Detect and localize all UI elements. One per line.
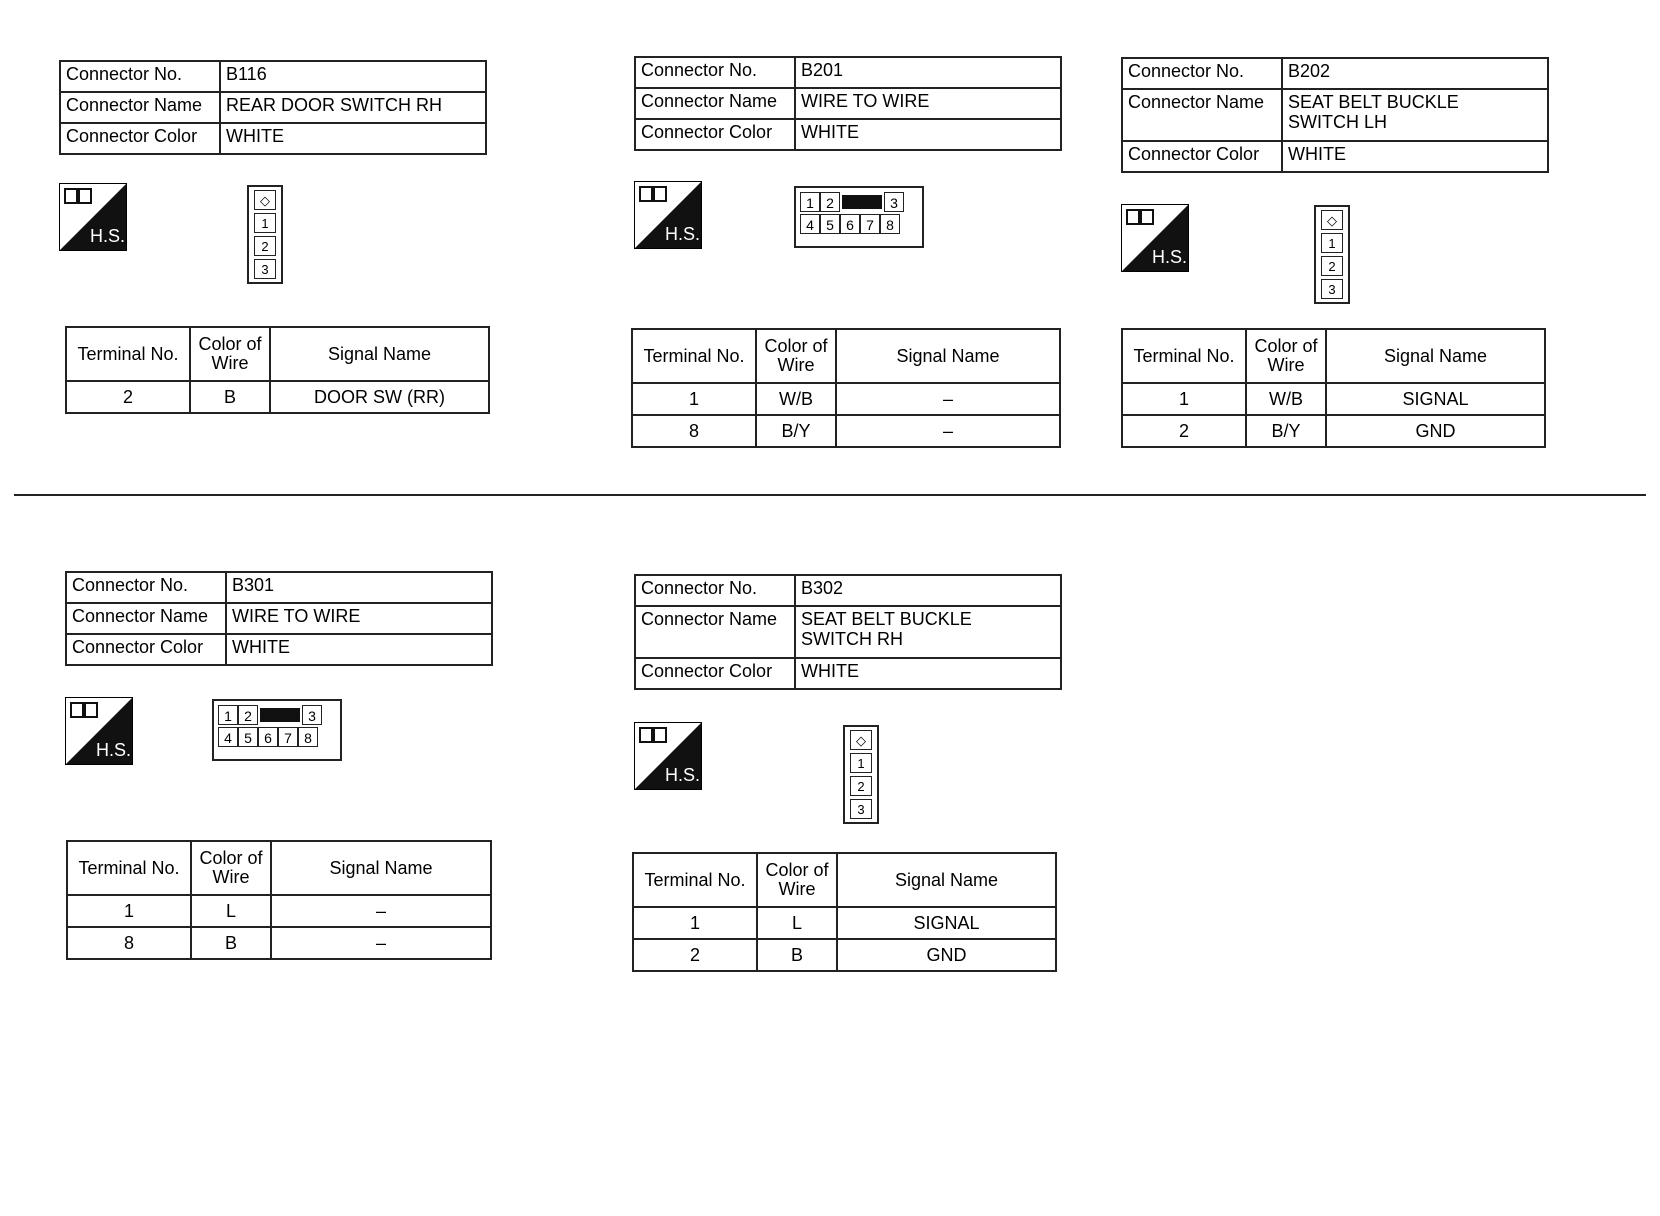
pin-8: 8 [298,727,318,747]
connector-no-label: Connector No. [1122,58,1282,89]
connector-b202 [1121,57,1549,173]
connector-info-table [634,56,1062,151]
hs-label: H.S. [665,224,701,244]
harness-side-icon [59,183,127,251]
wire-cell: L [757,907,837,939]
hs-label: H.S. [90,226,126,246]
signal-name-header: Signal Name [271,841,491,895]
connector-color-value: WHITE [226,634,492,665]
key-block [842,195,882,209]
connector-name-value: SEAT BELT BUCKLE SWITCH LH [1282,89,1548,141]
signal-cell: – [271,895,491,927]
connector-color-label: Connector Color [635,658,795,689]
wire-cell: W/B [756,383,836,415]
terminal-cell: 8 [632,415,756,447]
table-row [67,895,491,927]
wire-cell: B [757,939,837,971]
connector-name-label: Connector Name [635,88,795,119]
harness-side-icon [65,697,133,765]
key-icon: ◇ [1321,210,1343,230]
pin-1: 1 [800,192,820,212]
pin-7: 7 [860,214,880,234]
wire-cell: L [191,895,271,927]
signal-name-header: Signal Name [1326,329,1545,383]
connector-no-value: B202 [1282,58,1548,89]
connector-color-value: WHITE [220,123,486,154]
wire-cell: B/Y [1246,415,1326,447]
pin-6: 6 [840,214,860,234]
connector-no-value: B301 [226,572,492,603]
signal-cell: – [836,415,1060,447]
table-row [67,927,491,959]
connector-face-b302 [843,725,879,824]
terminal-cell: 2 [633,939,757,971]
key-icon: ◇ [850,730,872,750]
wire-cell: B [191,927,271,959]
connector-color-label: Connector Color [1122,141,1282,172]
connector-info-table [1121,57,1549,173]
terminal-cell: 8 [67,927,191,959]
pin-2: 2 [850,776,872,796]
connector-name-value: SEAT BELT BUCKLE SWITCH RH [795,606,1061,658]
wire-color-header: Color of Wire [1246,329,1326,383]
pin-3: 3 [254,259,276,279]
connector-face-b116 [247,185,283,284]
wire-color-header: Color of Wire [191,841,271,895]
wire-cell: B [190,381,270,413]
connector-info-table [634,574,1062,690]
connector-info-table [65,571,493,666]
connector-face-b202 [1314,205,1350,304]
harness-side-icon [634,722,702,790]
connector-color-label: Connector Color [635,119,795,150]
signal-name-header: Signal Name [836,329,1060,383]
pin-7: 7 [278,727,298,747]
connector-b301 [65,571,493,666]
terminal-table-b301 [66,840,492,960]
terminal-table-b302 [632,852,1057,972]
pin-6: 6 [258,727,278,747]
wire-color-header: Color of Wire [757,853,837,907]
signal-name-header: Signal Name [270,327,489,381]
pin-5: 5 [820,214,840,234]
terminal-cell: 2 [66,381,190,413]
connector-color-label: Connector Color [60,123,220,154]
terminal-no-header: Terminal No. [1122,329,1246,383]
terminal-table-b201 [631,328,1061,448]
pin-1: 1 [1321,233,1343,253]
connector-face-b201 [794,186,924,248]
pin-8: 8 [880,214,900,234]
terminal-cell: 1 [1122,383,1246,415]
signal-cell: GND [1326,415,1545,447]
pin-4: 4 [800,214,820,234]
connector-b116 [59,60,487,155]
table-row [1122,415,1545,447]
connector-info-table [59,60,487,155]
signal-cell: – [836,383,1060,415]
signal-cell: SIGNAL [837,907,1056,939]
pin-5: 5 [238,727,258,747]
table-row [633,939,1056,971]
pin-3: 3 [302,705,322,725]
wire-cell: B/Y [756,415,836,447]
connector-name-value: REAR DOOR SWITCH RH [220,92,486,123]
terminal-cell: 1 [633,907,757,939]
connector-name-label: Connector Name [635,606,795,658]
connector-color-value: WHITE [795,119,1061,150]
connector-name-value: WIRE TO WIRE [795,88,1061,119]
terminal-table-b116 [65,326,490,414]
wire-cell: W/B [1246,383,1326,415]
wire-color-header: Color of Wire [756,329,836,383]
terminal-no-header: Terminal No. [66,327,190,381]
connector-name-label: Connector Name [1122,89,1282,141]
signal-name-header: Signal Name [837,853,1056,907]
hs-label: H.S. [1152,247,1188,267]
connector-face-b301 [212,699,342,761]
connector-name-label: Connector Name [66,603,226,634]
pin-2: 2 [238,705,258,725]
terminal-cell: 2 [1122,415,1246,447]
connector-b302 [634,574,1062,690]
signal-cell: GND [837,939,1056,971]
pin-4: 4 [218,727,238,747]
table-row [632,383,1060,415]
signal-cell: SIGNAL [1326,383,1545,415]
signal-cell: DOOR SW (RR) [270,381,489,413]
pin-1: 1 [850,753,872,773]
pin-2: 2 [820,192,840,212]
wire-color-header: Color of Wire [190,327,270,381]
section-divider [14,494,1646,496]
connector-color-label: Connector Color [66,634,226,665]
table-row [66,381,489,413]
pin-1: 1 [218,705,238,725]
connector-no-value: B116 [220,61,486,92]
key-block [260,708,300,722]
connector-no-value: B201 [795,57,1061,88]
connector-no-label: Connector No. [635,575,795,606]
connector-no-label: Connector No. [66,572,226,603]
table-row [633,907,1056,939]
terminal-no-header: Terminal No. [632,329,756,383]
connector-no-label: Connector No. [60,61,220,92]
pin-2: 2 [1321,256,1343,276]
terminal-cell: 1 [67,895,191,927]
connector-color-value: WHITE [795,658,1061,689]
terminal-no-header: Terminal No. [67,841,191,895]
pin-3: 3 [1321,279,1343,299]
pin-1: 1 [254,213,276,233]
signal-cell: – [271,927,491,959]
table-row [632,415,1060,447]
hs-label: H.S. [96,740,132,760]
connector-name-value: WIRE TO WIRE [226,603,492,634]
pin-3: 3 [884,192,904,212]
key-icon: ◇ [254,190,276,210]
pin-2: 2 [254,236,276,256]
harness-side-icon [1121,204,1189,272]
connector-b201 [634,56,1062,151]
terminal-table-b202 [1121,328,1546,448]
table-row [1122,383,1545,415]
connector-no-label: Connector No. [635,57,795,88]
terminal-no-header: Terminal No. [633,853,757,907]
connector-no-value: B302 [795,575,1061,606]
connector-name-label: Connector Name [60,92,220,123]
connector-color-value: WHITE [1282,141,1548,172]
harness-side-icon [634,181,702,249]
hs-label: H.S. [665,765,701,785]
terminal-cell: 1 [632,383,756,415]
pin-3: 3 [850,799,872,819]
